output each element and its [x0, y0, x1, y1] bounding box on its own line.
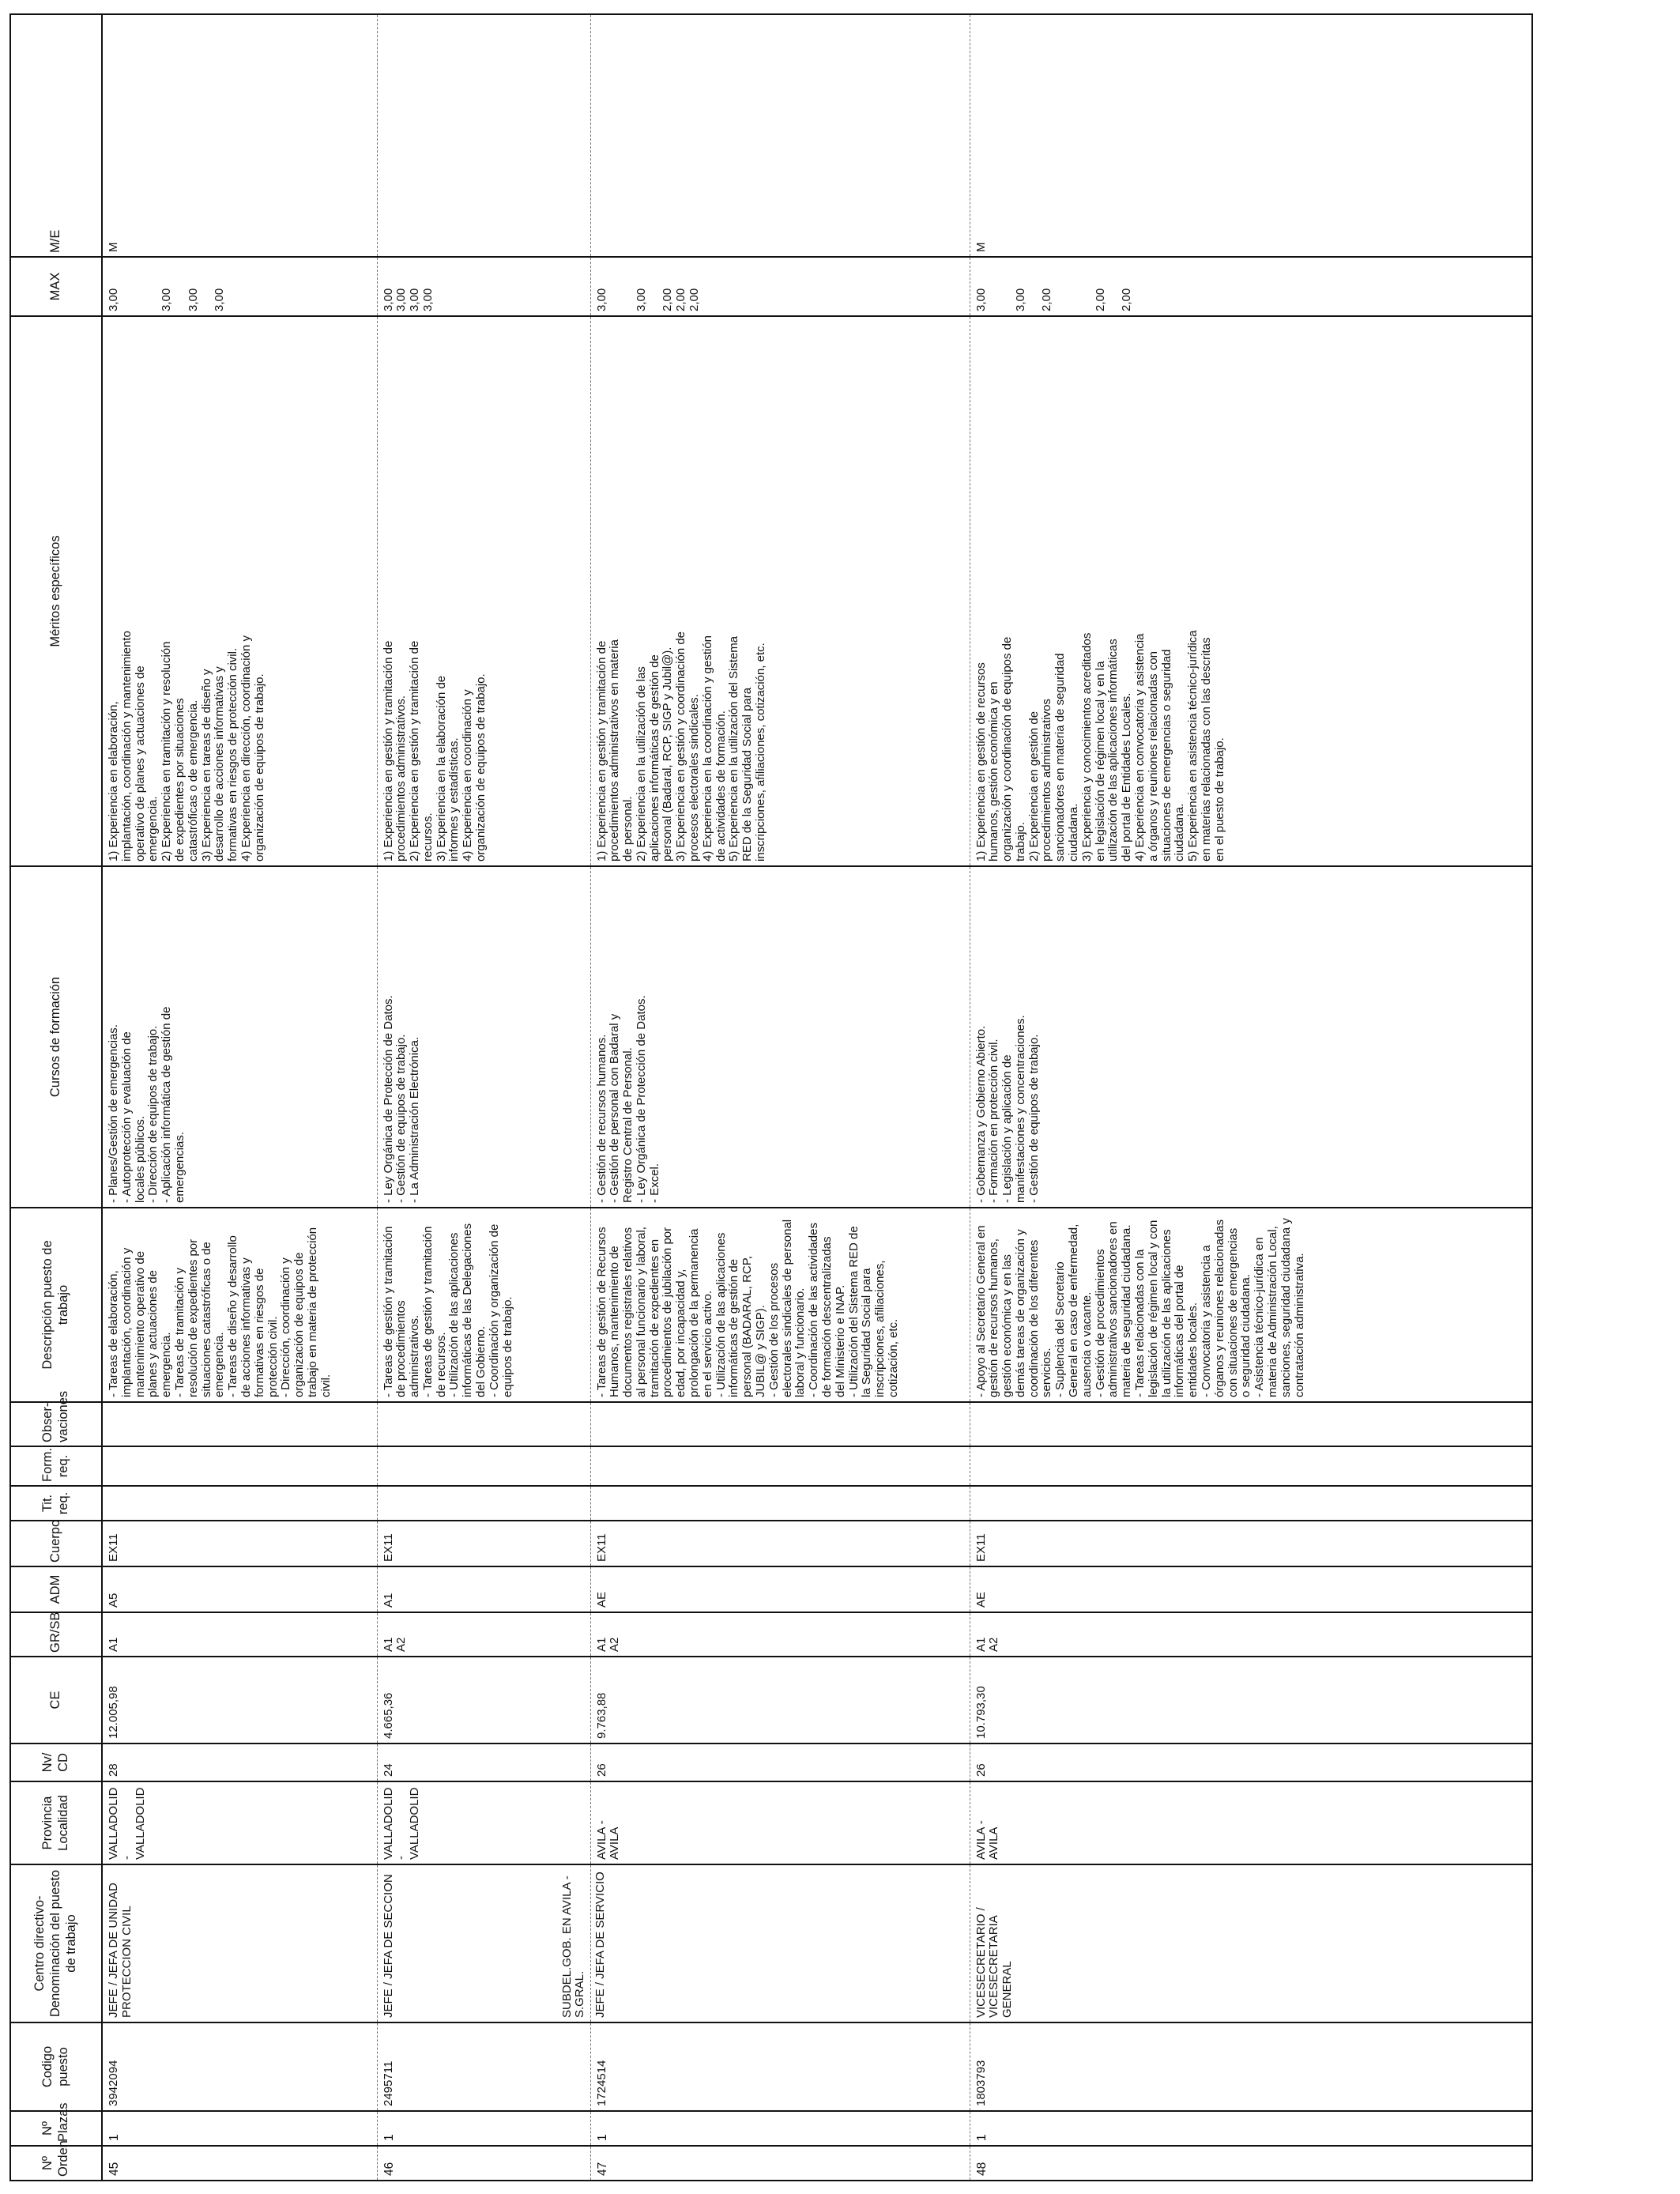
cell-plazas: 1 [377, 2111, 590, 2146]
cell-max: 3,00 3,00 3,00 3,00 [377, 257, 590, 316]
header-max: MAX [10, 257, 102, 316]
header-provincia: Provincia Localidad [10, 1781, 102, 1864]
cell-grupo: A1 A2 [970, 1612, 1532, 1657]
cell-me [590, 14, 970, 257]
cell-codigo: 3942094 [102, 2022, 377, 2111]
cell-adm: AE [970, 1566, 1532, 1612]
cell-codigo: 1803793 [970, 2022, 1532, 2111]
header-me: M/E [10, 14, 102, 257]
cell-provincia: AVILA - AVILA [590, 1781, 970, 1864]
header-descripcion: Descripción puesto de trabajo [10, 1208, 102, 1402]
cell-obs [970, 1402, 1532, 1446]
cell-obs [377, 1402, 590, 1446]
cell-nivel: 26 [590, 1744, 970, 1781]
cell-grupo: A1 A2 [590, 1612, 970, 1657]
cell-ce: 10.793,30 [970, 1657, 1532, 1744]
centro-directivo-header: SUBDEL.GOB. EN AVILA - S.GRAL. [559, 1875, 587, 2018]
cell-tit [590, 1486, 970, 1521]
cell-form [970, 1446, 1532, 1486]
cell-me [377, 14, 590, 257]
header-centro: Centro directivo- Denominación del puesto de trabajo [10, 1864, 102, 2022]
cell-cuerpo: EX11 [590, 1521, 970, 1566]
cell-max: 3,00 3,00 2,00 2,00 2,00 [970, 257, 1532, 316]
cell-orden: 48 [970, 2146, 1532, 2181]
cell-centro: JEFE / JEFA DE SECCION [377, 1864, 590, 2022]
cell-form [377, 1446, 590, 1486]
cell-provincia: VALLADOLID - VALLADOLID [377, 1781, 590, 1864]
cell-nivel: 28 [102, 1744, 377, 1781]
cell-centro: VICESECRETARIO / VICESECRETARIA GENERAL [970, 1864, 1532, 2022]
cell-meritos: 1) Experiencia en gestión y tramitación de procedimientos administrativos en materia de personal. 2) Experiencia en la utilización de las aplicaciones informáticas de gestión de personal (Badaral, RCP, SIGP y Jubil@). 3) Experiencia en gestión y coordinación de procesos electorales sindicales. 4) Experiencia en la coordinación y gestión de actividades de formación. 5) Experiencia en la utilización del Sistema RED de la Seguridad Social para inscripciones, afiliaciones, cotización, etc. [590, 316, 970, 866]
cell-plazas: 1 [590, 2111, 970, 2146]
header-ce: CE [10, 1657, 102, 1744]
header-row [10, 14, 102, 2181]
header-grupo: GR/SB [10, 1612, 102, 1657]
cell-tit [102, 1486, 377, 1521]
cell-ce: 9.763,88 [590, 1657, 970, 1744]
cell-form [102, 1446, 377, 1486]
cell-cursos: - Gestión de recursos humanos. - Gestión de personal con Badaral y Registro Central de Personal. - Ley Orgánica de Protección de Datos. - Excel. [590, 866, 970, 1208]
cell-meritos: 1) Experiencia en gestión de recursos humanos, gestión económica y en organización y coordinación de equipos de trabajo. 2) Experiencia en gestión de procedimientos administrativos sancionadores en materia de seguridad ciudadana. 3) Experiencia y conocimientos acreditados en legislación de régimen local y en la utilización de las aplicaciones informáticas del portal de Entidades Locales. 4) Experiencia en convocatoria y asistencia a órganos y reuniones relacionadas con situaciones de emergencias o seguridad ciudadana. 5) Experiencia en asistencia técnico-jurídica en materias relacionadas con las descritas en el puesto de trabajo. [970, 316, 1532, 866]
cell-ce: 4.665,36 [377, 1657, 590, 1744]
cell-obs [102, 1402, 377, 1446]
cell-cuerpo: EX11 [377, 1521, 590, 1566]
cell-codigo: 2495711 [377, 2022, 590, 2111]
header-plazas: Nº Plazas [10, 2111, 102, 2146]
header-cursos: Cursos de formación [10, 866, 102, 1208]
cell-adm: AE [590, 1566, 970, 1612]
cell-centro: JEFE / JEFA DE UNIDAD PROTECCION CIVIL [102, 1864, 377, 2022]
cell-obs [590, 1402, 970, 1446]
header-tit: Tit. req. [10, 1486, 102, 1521]
cell-plazas: 1 [102, 2111, 377, 2146]
cell-grupo: A1 A2 [377, 1612, 590, 1657]
cell-grupo: A1 [102, 1612, 377, 1657]
cell-me: M [102, 14, 377, 257]
cell-provincia: AVILA - AVILA [970, 1781, 1532, 1864]
centro-puesto: JEFE / JEFA DE SERVICIO [593, 1872, 607, 2018]
header-form: Form. req. [10, 1446, 102, 1486]
cell-orden: 46 [377, 2146, 590, 2181]
cell-cursos: - Gobernanza y Gobierno Abierto. - Formación en protección civil. - Legislación y aplicación de manifestaciones y concentraciones. - Gestión de equipos de trabajo. [970, 866, 1532, 1208]
plazas-table [9, 13, 1533, 2181]
cell-max: 3,00 3,00 3,00 3,00 [102, 257, 377, 316]
table-row [377, 14, 590, 2181]
cell-cursos: - Planes/Gestión de emergencias. - Autoprotección y evaluación de locales públicos. - Dirección de equipos de trabajo. - Aplicación informática de gestión de emergencias. [102, 866, 377, 1208]
cell-descripcion: - Apoyo al Secretario General en gestión de recursos humanos, gestión económica y en las demás tareas de organización y coordinación de los diferentes servicios. - Suplencia del Secretario General en caso de enfermedad, ausencia o vacante. - Gestión de procedimientos administrativos sancionadores en materia de seguridad ciudadana. - Tareas relacionadas con la legislación de régimen local y con la utilización de las aplicaciones informáticas del portal de entidades locales. - Convocatoria y asistencia a órganos y reuniones relacionadas con situaciones de emergencias o seguridad ciudadana. - Asistencia técnico-jurídica en materia de Administración Local, sanciones, seguridad ciudadana y contratación administrativa. [970, 1208, 1532, 1402]
table-row [970, 14, 1532, 2181]
cell-plazas: 1 [970, 2111, 1532, 2146]
cell-tit [970, 1486, 1532, 1521]
cell-cursos: - Ley Orgánica de Protección de Datos. - Gestión de equipos de trabajo. - La Administración Electrónica. [377, 866, 590, 1208]
header-meritos: Méritos específicos [10, 316, 102, 866]
header-nivel: Nv/ CD [10, 1744, 102, 1781]
cell-meritos: 1) Experiencia en elaboración, implantación, coordinación y mantenimiento operativo de planes y actuaciones de emergencia. 2) Experiencia en tramitación y resolución de expedientes por situaciones catastróficas o de emergencia. 3) Experiencia en tareas de diseño y desarrollo de acciones informativas y formativas en riesgos de protección civil. 4) Experiencia en dirección, coordinación y organización de equipos de trabajo. [102, 316, 377, 866]
cell-tit [377, 1486, 590, 1521]
cell-descripcion: - Tareas de elaboración, implantación, coordinación y mantenimiento operativo de planes y actuaciones de emergencia. - Tareas de tramitación y resolución de expedientes por situaciones catastróficas o de emergencia. - Tareas de diseño y desarrollo de acciones informativas y formativas en riesgos de protección civil. - Dirección, coordinación y organización de equipos de trabajo en materia de protección civil. [102, 1208, 377, 1402]
cell-provincia: VALLADOLID - VALLADOLID [102, 1781, 377, 1864]
cell-nivel: 24 [377, 1744, 590, 1781]
cell-nivel: 26 [970, 1744, 1532, 1781]
cell-form [590, 1446, 970, 1486]
table-row [590, 14, 970, 2181]
cell-cuerpo: EX11 [102, 1521, 377, 1566]
cell-max: 3,00 3,00 2,00 2,00 2,00 [590, 257, 970, 316]
cell-adm: A1 [377, 1566, 590, 1612]
header-adm: ADM [10, 1566, 102, 1612]
header-orden: Nº Orden [10, 2146, 102, 2181]
table-row [102, 14, 377, 2181]
cell-meritos: 1) Experiencia en gestión y tramitación de procedimientos administrativos. 2) Experiencia en gestión y tramitación de recursos. 3) Experiencia en la elaboración de informes y estadísticas. 4) Experiencia en coordinación y organización de equipos de trabajo. [377, 316, 590, 866]
header-cuerpo: Cuerpo [10, 1521, 102, 1566]
header-codigo: Codigo puesto [10, 2022, 102, 2111]
header-obs: Obser- vaciones [10, 1402, 102, 1446]
cell-codigo: 1724514 [590, 2022, 970, 2111]
cell-descripcion: - Tareas de gestión de Recursos Humanos, mantenimiento de documentos registrales relativos al personal funcionario y laboral, tramitación de expedientes en procedimientos de jubilación por edad, por incapacidad y, prolongación de la permanencia en el servicio activo. - Utilización de las aplicaciones informáticas de gestión de personal (BADARAL, RCP, JUBIL@ y SIGP). - Gestión de los procesos electorales sindicales de personal laboral y funcionario. - Coordinación de las actividades de formación descentralizadas del Ministerio e INAP. - Utilización del Sistema RED de la Seguridad Social para inscripciones, afiliaciones, cotización, etc. [590, 1208, 970, 1402]
cell-ce: 12.005,98 [102, 1657, 377, 1744]
cell-descripcion: - Tareas de gestión y tramitación de procedimientos administrativos. - Tareas de gestión y tramitación de recursos. - Utilización de las aplicaciones informáticas de las Delegaciones del Gobierno. - Coordinación y organización de equipos de trabajo. [377, 1208, 590, 1402]
cell-orden: 45 [102, 2146, 377, 2181]
cell-cuerpo: EX11 [970, 1521, 1532, 1566]
cell-me: M [970, 14, 1532, 257]
cell-orden: 47 [590, 2146, 970, 2181]
cell-adm: A5 [102, 1566, 377, 1612]
cell-centro [559, 1864, 970, 2022]
